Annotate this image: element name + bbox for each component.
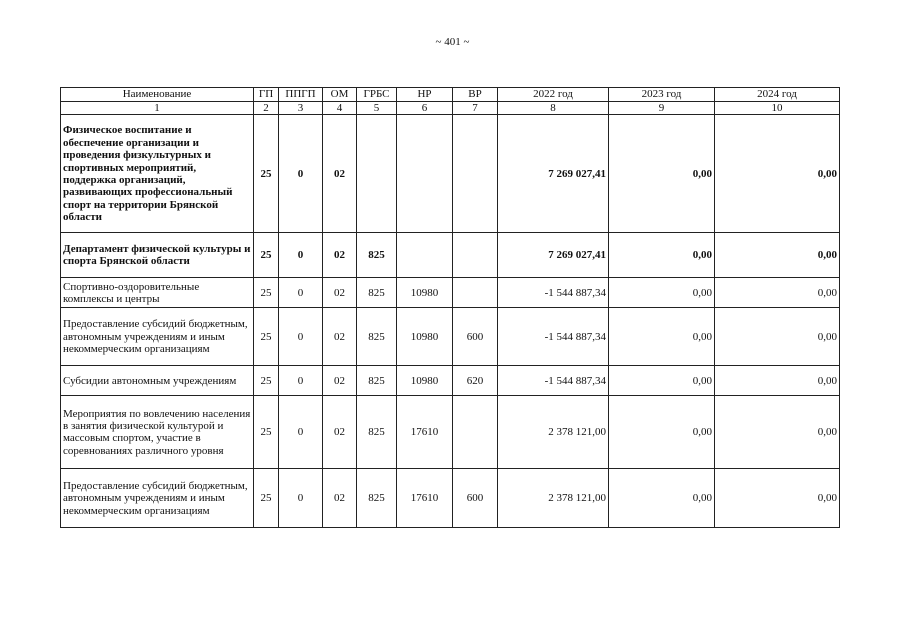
cell-ppgp: 0 — [279, 396, 323, 469]
cell-nr — [397, 115, 453, 233]
column-number: 3 — [279, 102, 323, 115]
column-number: 7 — [453, 102, 498, 115]
cell-2023: 0,00 — [609, 115, 715, 233]
cell-ppgp: 0 — [279, 233, 323, 278]
row-name: Предоставление субсидий бюджетным, автономным учреждениям и иным некоммерческим организациям — [61, 308, 254, 366]
cell-grbs: 825 — [357, 278, 397, 308]
cell-2024: 0,00 — [715, 308, 840, 366]
row-name: Спортивно-оздоровительные комплексы и центры — [61, 278, 254, 308]
header-vr: ВР — [453, 88, 498, 102]
header-gp: ГП — [254, 88, 279, 102]
table-row — [61, 469, 840, 528]
cell-2022: -1 544 887,34 — [498, 366, 609, 396]
cell-gp: 25 — [254, 278, 279, 308]
row-name: Субсидии автономным учреждениям — [61, 366, 254, 396]
header-om: ОМ — [323, 88, 357, 102]
cell-gp: 25 — [254, 233, 279, 278]
table-row — [61, 233, 840, 278]
row-name: Департамент физической культуры и спорта Брянской области — [61, 233, 254, 278]
cell-grbs — [357, 115, 397, 233]
cell-nr: 17610 — [397, 396, 453, 469]
cell-nr: 17610 — [397, 469, 453, 528]
cell-gp: 25 — [254, 308, 279, 366]
cell-nr: 10980 — [397, 308, 453, 366]
cell-2024: 0,00 — [715, 233, 840, 278]
row-name: Физическое воспитание и обеспечение организации и проведения физкультурных и спортивных мероприятий, поддержка организаций, развивающих профессиональный спорт на территории Брянской области — [61, 115, 254, 233]
cell-vr: 620 — [453, 366, 498, 396]
cell-2023: 0,00 — [609, 233, 715, 278]
cell-2022: -1 544 887,34 — [498, 278, 609, 308]
table-row — [61, 366, 840, 396]
cell-nr — [397, 233, 453, 278]
header-row — [61, 88, 840, 102]
cell-2023: 0,00 — [609, 278, 715, 308]
cell-ppgp: 0 — [279, 308, 323, 366]
column-number: 2 — [254, 102, 279, 115]
column-number: 4 — [323, 102, 357, 115]
row-name: Предоставление субсидий бюджетным, автономным учреждениям и иным некоммерческим организациям — [61, 469, 254, 528]
cell-grbs: 825 — [357, 233, 397, 278]
row-name: Мероприятия по вовлечению населения в занятия физической культурой и массовым спортом, участие в соревнованиях различного уровня — [61, 396, 254, 469]
column-number: 6 — [397, 102, 453, 115]
cell-2023: 0,00 — [609, 396, 715, 469]
column-number-row — [61, 102, 840, 115]
column-number: 9 — [609, 102, 715, 115]
table-row — [61, 308, 840, 366]
cell-2023: 0,00 — [609, 366, 715, 396]
cell-2022: 2 378 121,00 — [498, 469, 609, 528]
cell-om: 02 — [323, 115, 357, 233]
cell-2022: 7 269 027,41 — [498, 115, 609, 233]
table-row — [61, 115, 840, 233]
cell-grbs: 825 — [357, 469, 397, 528]
cell-nr: 10980 — [397, 366, 453, 396]
table-row — [61, 396, 840, 469]
cell-om: 02 — [323, 233, 357, 278]
cell-om: 02 — [323, 278, 357, 308]
cell-grbs: 825 — [357, 308, 397, 366]
cell-gp: 25 — [254, 469, 279, 528]
column-number: 1 — [61, 102, 254, 115]
table-row — [61, 278, 840, 308]
page-number: ~ 401 ~ — [435, 36, 470, 48]
cell-vr — [453, 233, 498, 278]
header-nr: НР — [397, 88, 453, 102]
cell-om: 02 — [323, 469, 357, 528]
header-2022: 2022 год — [498, 88, 609, 102]
header-grbs: ГРБС — [357, 88, 397, 102]
cell-vr — [453, 115, 498, 233]
cell-ppgp: 0 — [279, 469, 323, 528]
cell-2023: 0,00 — [609, 469, 715, 528]
cell-nr: 10980 — [397, 278, 453, 308]
cell-grbs: 825 — [357, 366, 397, 396]
cell-om: 02 — [323, 366, 357, 396]
cell-2022: -1 544 887,34 — [498, 308, 609, 366]
header-2023: 2023 год — [609, 88, 715, 102]
cell-gp: 25 — [254, 115, 279, 233]
cell-vr: 600 — [453, 469, 498, 528]
cell-om: 02 — [323, 396, 357, 469]
cell-2024: 0,00 — [715, 366, 840, 396]
header-ppgp: ППГП — [279, 88, 323, 102]
cell-vr — [453, 278, 498, 308]
budget-table — [60, 87, 840, 528]
cell-ppgp: 0 — [279, 115, 323, 233]
cell-vr: 600 — [453, 308, 498, 366]
cell-2024: 0,00 — [715, 469, 840, 528]
cell-om: 02 — [323, 308, 357, 366]
cell-grbs: 825 — [357, 396, 397, 469]
cell-2024: 0,00 — [715, 278, 840, 308]
header-2024: 2024 год — [715, 88, 840, 102]
column-number: 5 — [357, 102, 397, 115]
column-number: 8 — [498, 102, 609, 115]
cell-2024: 0,00 — [715, 115, 840, 233]
cell-ppgp: 0 — [279, 278, 323, 308]
cell-2022: 7 269 027,41 — [498, 233, 609, 278]
cell-ppgp: 0 — [279, 366, 323, 396]
cell-2024: 0,00 — [715, 396, 840, 469]
cell-gp: 25 — [254, 396, 279, 469]
column-number: 10 — [715, 102, 840, 115]
cell-vr — [453, 396, 498, 469]
cell-2022: 2 378 121,00 — [498, 396, 609, 469]
header-name: Наименование — [61, 88, 254, 102]
cell-2023: 0,00 — [609, 308, 715, 366]
cell-gp: 25 — [254, 366, 279, 396]
